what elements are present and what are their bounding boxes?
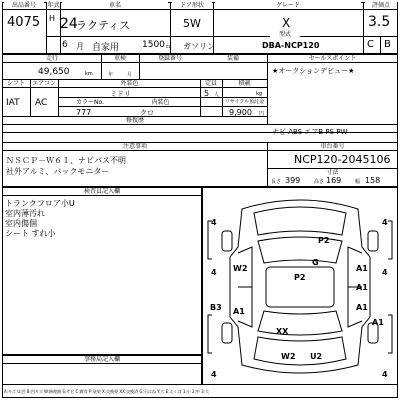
damage-mark-w2-left: W2 (233, 264, 248, 273)
inspector-line-4: シート すれ小 (5, 229, 56, 238)
year-label: 年式 (47, 2, 60, 9)
damage-mark-p2-mid: P2 (294, 273, 306, 282)
damage-mark-p2-top: P2 (318, 236, 330, 245)
damage-mark-a1-left: A1 (233, 307, 245, 316)
air-con: AC (35, 98, 48, 108)
model-year: 24 (60, 16, 78, 32)
recycle-fee: 9,900 (229, 108, 252, 117)
inspector-line-2: 室内薄汚れ (5, 209, 45, 218)
shift: IAT (6, 98, 20, 108)
ac-label: エアコン (32, 80, 56, 87)
recycle-label: リサイクル預託金 (224, 99, 265, 105)
car-name: ラクティス (76, 19, 131, 32)
damage-mark-u2: U2 (310, 352, 323, 361)
width-label: 幅 (355, 179, 361, 185)
height: 169 (326, 176, 342, 185)
cc-unit: cc (166, 44, 172, 50)
month-unit: 月 (76, 42, 84, 51)
capacity: 5 (204, 89, 210, 98)
year-era: H (49, 14, 56, 23)
tire-bracket-rl (208, 315, 212, 353)
lot-label: 出品番号 (4, 2, 44, 9)
length-label: 長さ (271, 179, 282, 185)
car-rear-glass (258, 311, 342, 335)
kg-unit: kg (256, 91, 263, 97)
interior-color-label: 内装色 (122, 99, 199, 106)
damage-mark-a1-right-2: A1 (356, 283, 368, 292)
car-diagram (202, 187, 398, 385)
inspector-label: 検査員記入欄 (4, 188, 200, 195)
score-label: 評価点 (365, 2, 397, 9)
shift-label: シフト (3, 80, 29, 87)
interior-color: クロ (140, 109, 154, 117)
door-label: ドア形状 (172, 2, 212, 9)
usage: 自家用 (92, 43, 120, 53)
damage-mark-b3: B3 (210, 303, 222, 312)
bracket-label-2: 4 (382, 218, 388, 227)
damage-mark-g: G (312, 258, 319, 267)
front-left-wheel (222, 231, 232, 251)
exterior-score: B (384, 39, 391, 50)
damage-mark-a1-right-4: A1 (372, 318, 384, 327)
notes-line-1: ＮＳＣＰ－Ｗ６１、ナビパス不明 (6, 156, 126, 165)
capacity-unit: 人 (214, 92, 220, 98)
grade-label: グレード (215, 2, 361, 9)
sales-point-label: セールスポイント (268, 55, 397, 62)
height-label: 高さ (314, 179, 325, 185)
bracket-label-1: 4 (211, 218, 217, 227)
width: 158 (365, 176, 381, 185)
fuel-type: ガソリン (183, 42, 215, 51)
load-label: 積載 (223, 80, 266, 87)
sales-point: ★オークションデビュー★ (272, 67, 355, 75)
equipment-list: ナビ ABS エアB PS PW (272, 128, 348, 136)
color-number: 777 (76, 108, 92, 117)
mileage: 49,650 (38, 67, 70, 77)
damage-mark-a1-right-3: A1 (356, 303, 368, 312)
notes-label: 注意事項 (4, 143, 266, 150)
type-label: 型式 (270, 31, 300, 38)
capacity-label: 定員 (201, 80, 221, 87)
tire-bracket-rr (388, 315, 392, 353)
car-trunk (254, 337, 346, 365)
equipment-label: 装備 (200, 55, 266, 62)
damage-mark-xx: XX (276, 327, 289, 336)
length: 399 (285, 176, 301, 185)
damage-mark-a1-right-1: A1 (356, 264, 368, 273)
model-code: DBA-NCP120 (262, 41, 320, 50)
bracket-label-5: 4 (211, 370, 217, 379)
dims-label: 寸法 (268, 169, 397, 176)
door-type: 5W (183, 17, 201, 30)
tire-bracket-fr (388, 221, 392, 259)
displacement: 1500 (142, 40, 165, 50)
damage-mark-w2-bottom: W2 (281, 352, 296, 361)
bracket-label-4: 4 (382, 268, 388, 277)
color-label: 外装色 (60, 80, 199, 87)
mileage-label: 走行 (4, 55, 100, 62)
km-unit: km (85, 71, 93, 77)
grade: X (282, 16, 291, 30)
bracket-label-6: 4 (382, 370, 388, 379)
history-label: 修復歴 (4, 117, 266, 124)
car-name-label: 車名 (62, 2, 168, 9)
car-hood (254, 207, 346, 235)
inspection-year-unit: 年 (108, 72, 114, 78)
bracket-label-3: 4 (211, 268, 217, 277)
inspection-month-unit: 月 (127, 72, 133, 78)
inspection-label: 車検 (102, 55, 138, 62)
chassis-number: NCP120-2045106 (294, 153, 391, 166)
model-month: 6 (62, 40, 68, 50)
damage-legend: A:キズ U:凹 B:凹キズ W:修理跡 S:サビ C:腐食 P:塗装 X:交換要 XX:交換済 G:石はね Y:穴 E:えくぼ 1:小 2:中 3:大 (4, 389, 210, 394)
memo-label: 事務局記入欄 (4, 356, 200, 363)
interior-score: C (367, 39, 374, 50)
overall-score: 3.5 (368, 14, 391, 30)
registration-label: 登録番号 (140, 55, 200, 62)
inspector-line-3: 室内傷個 (5, 219, 37, 228)
front-right-wheel (368, 231, 378, 251)
color-no-label: カラーNo. (60, 99, 120, 106)
inspector-line-1: トランクフロア小U (5, 199, 75, 208)
chassis-label: 車台番号 (268, 143, 397, 150)
notes-line-2: 社外アルミ、バックモニター (6, 167, 110, 176)
yen-unit: 円 (259, 111, 265, 117)
lot-number: 4075 (7, 15, 41, 30)
rear-left-wheel (222, 323, 232, 343)
exterior-color: ミドリ (110, 90, 131, 98)
